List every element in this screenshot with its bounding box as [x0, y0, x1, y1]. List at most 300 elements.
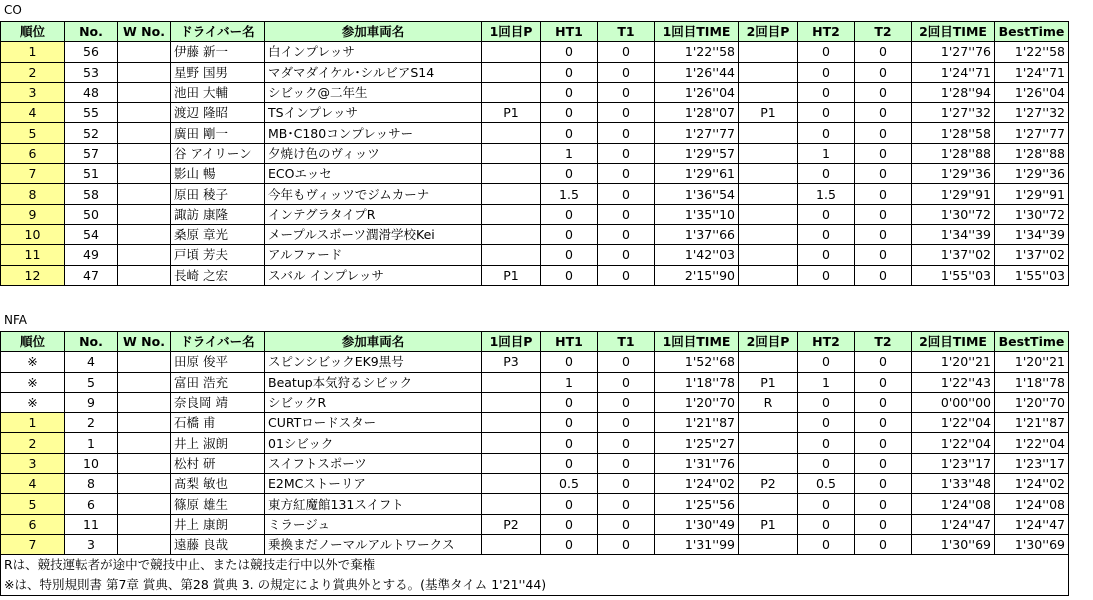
cell-run2-penalty [739, 433, 798, 453]
table-row [1, 42, 1069, 62]
cell-driver-name: 石橋 甫 [171, 413, 265, 433]
column-header-run2-ht: HT2 [798, 332, 855, 352]
cell-car-name: 夕焼け色のヴィッツ [265, 143, 482, 163]
footnotes [0, 555, 1069, 596]
cell-car-name: CURTロードスター [265, 413, 482, 433]
table-row [1, 164, 1069, 184]
cell-run1-penalty [482, 413, 541, 433]
cell-run2-ht: 0 [798, 352, 855, 372]
cell-run2-ht: 0 [798, 494, 855, 514]
cell-run1-t: 0 [598, 103, 655, 123]
cell-run1-penalty [482, 392, 541, 412]
column-header-car-name: 参加車両名 [265, 22, 482, 42]
cell-best-time: 1'24''71 [995, 62, 1069, 82]
cell-number: 52 [65, 123, 118, 143]
cell-rank: 9 [1, 204, 65, 224]
cell-w-number [118, 42, 171, 62]
cell-number: 57 [65, 143, 118, 163]
cell-car-name: 乗換まだノーマルアルトワークス [265, 534, 482, 554]
cell-run2-t: 0 [855, 352, 912, 372]
section-title-co: CO [4, 3, 22, 17]
cell-run2-time: 1'24''71 [912, 62, 995, 82]
table-row [1, 245, 1069, 265]
cell-best-time: 1'24''08 [995, 494, 1069, 514]
cell-run2-ht: 0 [798, 453, 855, 473]
cell-run2-time: 1'28''88 [912, 143, 995, 163]
cell-driver-name: 井上 淑朗 [171, 433, 265, 453]
cell-run2-time: 1'37''02 [912, 245, 995, 265]
cell-driver-name: 遠藤 良哉 [171, 534, 265, 554]
cell-w-number [118, 352, 171, 372]
cell-car-name: TSインプレッサ [265, 103, 482, 123]
column-header-run1-t: T1 [598, 332, 655, 352]
cell-run2-t: 0 [855, 494, 912, 514]
cell-number: 54 [65, 224, 118, 244]
cell-run1-ht: 0 [541, 103, 598, 123]
cell-run2-ht: 1.5 [798, 184, 855, 204]
cell-run2-t: 0 [855, 433, 912, 453]
cell-run1-time: 1'36''54 [655, 184, 739, 204]
cell-run2-t: 0 [855, 453, 912, 473]
cell-w-number [118, 372, 171, 392]
cell-rank: 10 [1, 224, 65, 244]
cell-run1-ht: 0 [541, 352, 598, 372]
cell-run1-t: 0 [598, 494, 655, 514]
cell-run2-ht: 1 [798, 143, 855, 163]
table-row [1, 265, 1069, 285]
cell-driver-name: 戸頃 芳夫 [171, 245, 265, 265]
cell-run2-ht: 0 [798, 245, 855, 265]
cell-car-name: インテグラタイプR [265, 204, 482, 224]
cell-run2-t: 0 [855, 123, 912, 143]
cell-run1-ht: 0 [541, 534, 598, 554]
cell-run2-ht: 0 [798, 534, 855, 554]
cell-run2-penalty [739, 245, 798, 265]
cell-w-number [118, 534, 171, 554]
cell-car-name: メープルスポーツ潤滑学校Kei [265, 224, 482, 244]
cell-run2-penalty [739, 453, 798, 473]
cell-car-name: スバル インプレッサ [265, 265, 482, 285]
cell-number: 1 [65, 433, 118, 453]
cell-car-name: ミラージュ [265, 514, 482, 534]
cell-run1-ht: 1.5 [541, 184, 598, 204]
cell-run1-time: 1'37''66 [655, 224, 739, 244]
cell-run1-t: 0 [598, 453, 655, 473]
table-row [1, 62, 1069, 82]
cell-run2-time: 1'20''21 [912, 352, 995, 372]
cell-w-number [118, 392, 171, 412]
column-header-run2-t: T2 [855, 22, 912, 42]
column-header-best-time: BestTime [995, 332, 1069, 352]
cell-best-time: 1'20''21 [995, 352, 1069, 372]
column-header-run1-t: T1 [598, 22, 655, 42]
cell-run1-time: 1'20''70 [655, 392, 739, 412]
cell-best-time: 1'27''77 [995, 123, 1069, 143]
column-header-run2-t: T2 [855, 332, 912, 352]
cell-number: 47 [65, 265, 118, 285]
cell-run2-penalty: R [739, 392, 798, 412]
cell-rank: 11 [1, 245, 65, 265]
column-header-run2-time: 2回目TIME [912, 332, 995, 352]
cell-run1-time: 1'25''56 [655, 494, 739, 514]
table-row [1, 392, 1069, 412]
column-header-run2-penalty: 2回目P [739, 332, 798, 352]
cell-car-name: ECOエッセ [265, 164, 482, 184]
cell-run2-ht: 0 [798, 413, 855, 433]
table-row [1, 103, 1069, 123]
cell-best-time: 1'20''70 [995, 392, 1069, 412]
cell-rank: 8 [1, 184, 65, 204]
cell-rank: 3 [1, 453, 65, 473]
cell-best-time: 1'28''88 [995, 143, 1069, 163]
table-row [1, 433, 1069, 453]
cell-driver-name: 井上 康朗 [171, 514, 265, 534]
cell-run1-t: 0 [598, 82, 655, 102]
cell-run1-ht: 0 [541, 265, 598, 285]
cell-driver-name: 星野 国男 [171, 62, 265, 82]
cell-number: 51 [65, 164, 118, 184]
cell-run1-time: 1'52''68 [655, 352, 739, 372]
cell-best-time: 1'30''69 [995, 534, 1069, 554]
cell-rank: 4 [1, 103, 65, 123]
table-row [1, 474, 1069, 494]
cell-car-name: 白インプレッサ [265, 42, 482, 62]
cell-best-time: 1'55''03 [995, 265, 1069, 285]
column-header-driver-name: ドライバー名 [171, 332, 265, 352]
cell-run1-t: 0 [598, 352, 655, 372]
cell-rank: 6 [1, 143, 65, 163]
cell-run2-penalty: P1 [739, 103, 798, 123]
cell-run1-penalty [482, 204, 541, 224]
cell-run2-ht: 0 [798, 82, 855, 102]
cell-run1-time: 1'28''07 [655, 103, 739, 123]
cell-best-time: 1'18''78 [995, 372, 1069, 392]
cell-driver-name: 原田 稜子 [171, 184, 265, 204]
cell-run1-ht: 0.5 [541, 474, 598, 494]
cell-run2-time: 1'30''72 [912, 204, 995, 224]
cell-rank: 12 [1, 265, 65, 285]
cell-run1-t: 0 [598, 204, 655, 224]
cell-best-time: 1'24''02 [995, 474, 1069, 494]
cell-run2-ht: 0.5 [798, 474, 855, 494]
cell-run1-time: 1'30''49 [655, 514, 739, 534]
cell-run2-penalty [739, 204, 798, 224]
cell-w-number [118, 103, 171, 123]
cell-run2-penalty: P2 [739, 474, 798, 494]
cell-run1-time: 1'21''87 [655, 413, 739, 433]
table-row [1, 184, 1069, 204]
cell-run1-t: 0 [598, 372, 655, 392]
cell-run2-penalty [739, 494, 798, 514]
cell-run1-penalty [482, 164, 541, 184]
column-header-run2-ht: HT2 [798, 22, 855, 42]
cell-run1-time: 1'25''27 [655, 433, 739, 453]
cell-rank: 7 [1, 534, 65, 554]
cell-run2-penalty: P1 [739, 372, 798, 392]
table-row [1, 453, 1069, 473]
cell-driver-name: 奈良岡 靖 [171, 392, 265, 412]
cell-w-number [118, 184, 171, 204]
cell-w-number [118, 82, 171, 102]
cell-driver-name: 松村 研 [171, 453, 265, 473]
cell-run1-ht: 0 [541, 413, 598, 433]
cell-run1-t: 0 [598, 413, 655, 433]
cell-number: 2 [65, 413, 118, 433]
cell-run1-penalty [482, 224, 541, 244]
header-row [1, 22, 1069, 42]
cell-run2-penalty [739, 123, 798, 143]
cell-run2-t: 0 [855, 265, 912, 285]
cell-run1-time: 1'26''44 [655, 62, 739, 82]
footnote-excluded: ※は、特別規則書 第7章 賞典、第28 賞典 3. の規定により賞典外とする。(基準タイム 1'21''44) [4, 577, 547, 592]
cell-best-time: 1'21''87 [995, 413, 1069, 433]
cell-number: 6 [65, 494, 118, 514]
cell-w-number [118, 224, 171, 244]
cell-rank: 1 [1, 413, 65, 433]
cell-run1-ht: 1 [541, 372, 598, 392]
table-row [1, 82, 1069, 102]
column-header-run1-ht: HT1 [541, 22, 598, 42]
cell-run2-penalty [739, 224, 798, 244]
cell-run1-penalty [482, 534, 541, 554]
cell-car-name: MB･C180コンプレッサー [265, 123, 482, 143]
cell-best-time: 1'22''04 [995, 433, 1069, 453]
cell-run2-time: 1'29''91 [912, 184, 995, 204]
cell-run2-t: 0 [855, 143, 912, 163]
cell-run1-t: 0 [598, 514, 655, 534]
cell-rank: 3 [1, 82, 65, 102]
cell-run1-t: 0 [598, 42, 655, 62]
column-header-run1-penalty: 1回目P [482, 332, 541, 352]
cell-driver-name: 池田 大輔 [171, 82, 265, 102]
cell-run2-t: 0 [855, 103, 912, 123]
column-header-run1-time: 1回目TIME [655, 332, 739, 352]
cell-rank: 5 [1, 494, 65, 514]
cell-w-number [118, 123, 171, 143]
cell-run2-ht: 0 [798, 164, 855, 184]
cell-run1-t: 0 [598, 224, 655, 244]
cell-run1-penalty: P1 [482, 103, 541, 123]
cell-run1-time: 1'22''58 [655, 42, 739, 62]
cell-run2-t: 0 [855, 392, 912, 412]
cell-run2-time: 1'24''47 [912, 514, 995, 534]
cell-number: 55 [65, 103, 118, 123]
cell-run1-t: 0 [598, 392, 655, 412]
column-header-run1-penalty: 1回目P [482, 22, 541, 42]
cell-run1-time: 1'29''61 [655, 164, 739, 184]
cell-run2-time: 1'34''39 [912, 224, 995, 244]
cell-run1-t: 0 [598, 265, 655, 285]
cell-run2-penalty [739, 164, 798, 184]
cell-run1-penalty [482, 82, 541, 102]
column-header-driver-name: ドライバー名 [171, 22, 265, 42]
cell-driver-name: 富田 浩充 [171, 372, 265, 392]
cell-run2-time: 1'24''08 [912, 494, 995, 514]
cell-rank: ※ [1, 372, 65, 392]
cell-run1-penalty [482, 453, 541, 473]
cell-run1-penalty [482, 62, 541, 82]
cell-run2-time: 0'00''00 [912, 392, 995, 412]
cell-run2-time: 1'29''36 [912, 164, 995, 184]
table-row [1, 514, 1069, 534]
cell-run2-t: 0 [855, 534, 912, 554]
cell-car-name: 東方紅魔館131スイフト [265, 494, 482, 514]
cell-run1-time: 1'18''78 [655, 372, 739, 392]
cell-run2-penalty [739, 413, 798, 433]
cell-run1-time: 1'42''03 [655, 245, 739, 265]
cell-number: 8 [65, 474, 118, 494]
cell-run2-penalty [739, 82, 798, 102]
cell-run1-t: 0 [598, 184, 655, 204]
cell-car-name: E2MCストーリア [265, 474, 482, 494]
cell-run1-t: 0 [598, 534, 655, 554]
cell-run2-ht: 0 [798, 42, 855, 62]
column-header-number: No. [65, 22, 118, 42]
cell-number: 48 [65, 82, 118, 102]
cell-run1-time: 1'24''02 [655, 474, 739, 494]
cell-w-number [118, 494, 171, 514]
cell-run1-time: 1'26''04 [655, 82, 739, 102]
cell-run1-ht: 1 [541, 143, 598, 163]
cell-best-time: 1'24''47 [995, 514, 1069, 534]
cell-run2-ht: 0 [798, 204, 855, 224]
cell-car-name: シビックR [265, 392, 482, 412]
cell-rank: 2 [1, 433, 65, 453]
column-header-rank: 順位 [1, 22, 65, 42]
cell-run1-ht: 0 [541, 245, 598, 265]
column-header-rank: 順位 [1, 332, 65, 352]
cell-best-time: 1'26''04 [995, 82, 1069, 102]
cell-w-number [118, 164, 171, 184]
cell-run1-penalty [482, 123, 541, 143]
cell-run2-ht: 0 [798, 433, 855, 453]
cell-rank: 2 [1, 62, 65, 82]
cell-run2-penalty [739, 352, 798, 372]
cell-best-time: 1'23''17 [995, 453, 1069, 473]
cell-number: 5 [65, 372, 118, 392]
column-header-run2-penalty: 2回目P [739, 22, 798, 42]
cell-run2-t: 0 [855, 372, 912, 392]
cell-car-name: マダマダイケル･シルビアS14 [265, 62, 482, 82]
column-header-best-time: BestTime [995, 22, 1069, 42]
cell-driver-name: 廣田 剛一 [171, 123, 265, 143]
cell-run2-ht: 0 [798, 62, 855, 82]
cell-w-number [118, 453, 171, 473]
cell-car-name: 今年もヴィッツでジムカーナ [265, 184, 482, 204]
cell-run1-penalty [482, 245, 541, 265]
cell-run1-ht: 0 [541, 392, 598, 412]
cell-run2-time: 1'28''94 [912, 82, 995, 102]
cell-rank: ※ [1, 352, 65, 372]
column-header-run2-time: 2回目TIME [912, 22, 995, 42]
cell-run2-penalty [739, 143, 798, 163]
cell-run2-t: 0 [855, 62, 912, 82]
cell-rank: ※ [1, 392, 65, 412]
cell-w-number [118, 143, 171, 163]
cell-run2-time: 1'30''69 [912, 534, 995, 554]
cell-run1-time: 1'27''77 [655, 123, 739, 143]
cell-number: 58 [65, 184, 118, 204]
cell-rank: 6 [1, 514, 65, 534]
cell-run2-penalty [739, 42, 798, 62]
cell-run2-ht: 0 [798, 103, 855, 123]
cell-run1-penalty [482, 474, 541, 494]
cell-best-time: 1'22''58 [995, 42, 1069, 62]
cell-driver-name: 田原 俊平 [171, 352, 265, 372]
cell-run2-t: 0 [855, 184, 912, 204]
cell-run2-ht: 0 [798, 123, 855, 143]
cell-run2-t: 0 [855, 204, 912, 224]
cell-driver-name: 谷 アイリーン [171, 143, 265, 163]
cell-run1-ht: 0 [541, 164, 598, 184]
cell-run1-time: 1'31''76 [655, 453, 739, 473]
cell-w-number [118, 62, 171, 82]
cell-run1-ht: 0 [541, 123, 598, 143]
column-header-run1-time: 1回目TIME [655, 22, 739, 42]
cell-number: 10 [65, 453, 118, 473]
cell-w-number [118, 514, 171, 534]
table-row [1, 413, 1069, 433]
cell-run1-penalty: P1 [482, 265, 541, 285]
cell-car-name: シビック@二年生 [265, 82, 482, 102]
cell-run2-time: 1'55''03 [912, 265, 995, 285]
cell-number: 11 [65, 514, 118, 534]
cell-rank: 5 [1, 123, 65, 143]
cell-driver-name: 桑原 章光 [171, 224, 265, 244]
table-row [1, 494, 1069, 514]
cell-run1-ht: 0 [541, 453, 598, 473]
section-title-nfa: NFA [4, 313, 27, 327]
cell-run2-ht: 1 [798, 372, 855, 392]
cell-run1-penalty [482, 494, 541, 514]
column-header-car-name: 参加車両名 [265, 332, 482, 352]
cell-run1-time: 1'29''57 [655, 143, 739, 163]
cell-run2-t: 0 [855, 164, 912, 184]
cell-number: 53 [65, 62, 118, 82]
cell-run2-penalty: P1 [739, 514, 798, 534]
cell-run2-time: 1'33''48 [912, 474, 995, 494]
cell-run2-ht: 0 [798, 224, 855, 244]
cell-run1-penalty [482, 372, 541, 392]
cell-best-time: 1'27''32 [995, 103, 1069, 123]
cell-number: 56 [65, 42, 118, 62]
cell-run1-penalty [482, 184, 541, 204]
column-header-number: No. [65, 332, 118, 352]
cell-car-name: スピンシビックEK9黒号 [265, 352, 482, 372]
cell-run2-ht: 0 [798, 514, 855, 534]
cell-best-time: 1'30''72 [995, 204, 1069, 224]
results-table-co [0, 21, 1069, 286]
cell-run2-time: 1'28''58 [912, 123, 995, 143]
cell-number: 50 [65, 204, 118, 224]
cell-run1-t: 0 [598, 433, 655, 453]
cell-run1-ht: 0 [541, 224, 598, 244]
column-header-w-number: W No. [118, 332, 171, 352]
cell-run1-t: 0 [598, 245, 655, 265]
table-row [1, 204, 1069, 224]
cell-run1-penalty [482, 143, 541, 163]
cell-run1-ht: 0 [541, 514, 598, 534]
cell-best-time: 1'37''02 [995, 245, 1069, 265]
cell-run1-ht: 0 [541, 62, 598, 82]
table-row [1, 372, 1069, 392]
cell-run1-t: 0 [598, 62, 655, 82]
cell-run1-time: 1'35''10 [655, 204, 739, 224]
cell-run1-t: 0 [598, 164, 655, 184]
cell-number: 49 [65, 245, 118, 265]
cell-w-number [118, 474, 171, 494]
cell-run1-t: 0 [598, 474, 655, 494]
